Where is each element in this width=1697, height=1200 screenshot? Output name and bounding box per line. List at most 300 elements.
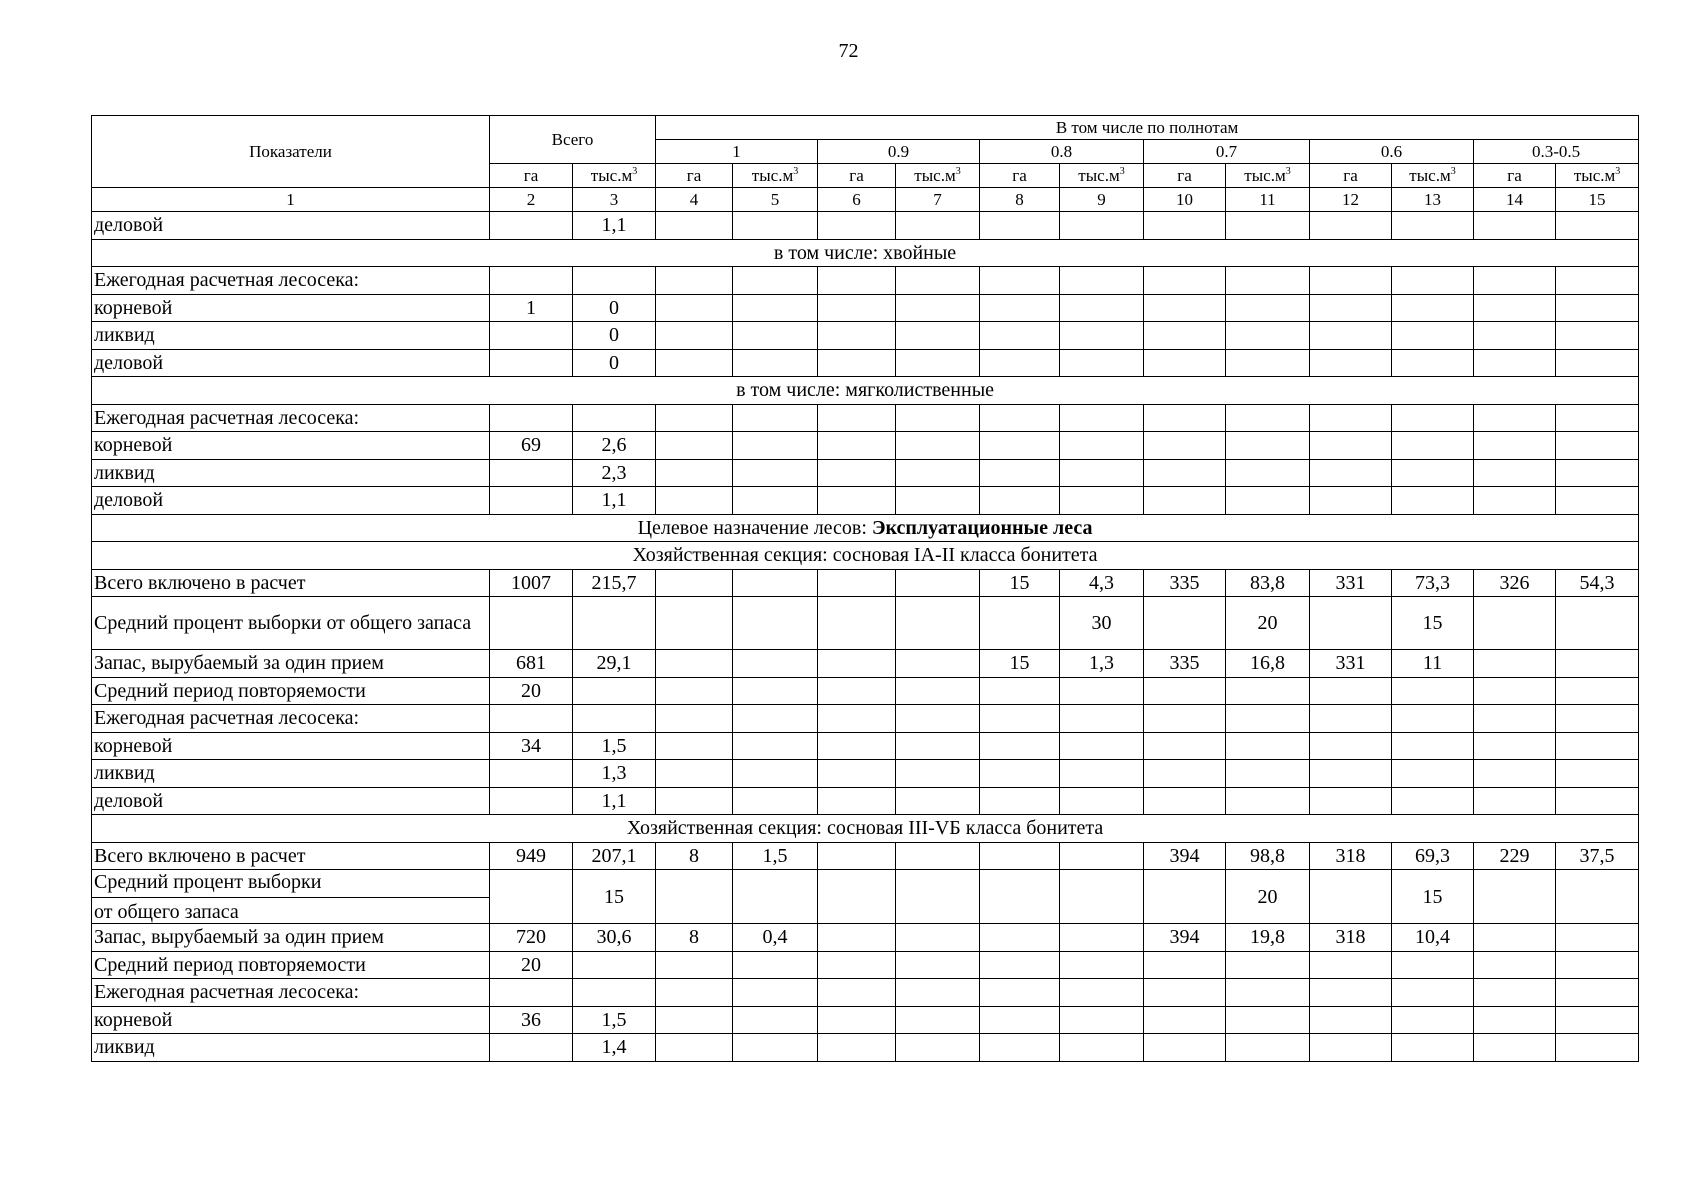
table-row [92,842,1639,870]
table-cell [818,294,896,322]
table-cell [656,951,733,979]
table-cell [1392,294,1474,322]
table-cell [1144,322,1226,350]
table-cell [818,951,896,979]
table-cell: 30 [1060,597,1144,650]
row-label: ликвид [92,322,490,350]
table-cell: 29,1 [573,650,656,678]
table-cell: 318 [1310,924,1392,952]
header-column-number: 7 [896,188,980,212]
table-cell: 720 [490,924,573,952]
table-cell [1556,732,1639,760]
header-column-number: 11 [1226,188,1310,212]
table-cell: 73,3 [1392,569,1474,597]
table-cell [656,650,733,678]
table-cell: 8 [656,842,733,870]
table-cell [1144,432,1226,460]
table-cell [1226,349,1310,377]
table-cell [490,1034,573,1062]
table-row [92,597,1639,650]
row-label: корневой [92,432,490,460]
table-cell [1226,705,1310,733]
table-cell [733,951,818,979]
table-cell [1474,322,1556,350]
table-cell [980,212,1060,240]
table-cell [1144,787,1226,815]
table-cell [896,732,980,760]
table-cell [1392,404,1474,432]
table-cell [818,1006,896,1034]
header-unit-volume-sup: 3 [1450,166,1456,177]
header-number-row [92,188,1639,212]
table-cell [490,459,573,487]
table-row [92,787,1639,815]
header-unit-volume [1392,164,1474,188]
table-cell [1474,404,1556,432]
table-cell: 4,3 [1060,569,1144,597]
table-cell [656,1034,733,1062]
table-cell [733,294,818,322]
row-label: деловой [92,212,490,240]
header-unit-ha: га [980,164,1060,188]
table-cell [818,267,896,295]
table-cell [1474,1034,1556,1062]
header-unit-volume-sup: 3 [632,166,638,177]
table-cell: 15 [573,870,656,924]
table-cell [1144,705,1226,733]
table-cell [1226,1034,1310,1062]
table-cell [1392,349,1474,377]
table-cell: 30,6 [573,924,656,952]
table-cell [1144,1006,1226,1034]
table-cell [1474,979,1556,1007]
table-cell [1556,267,1639,295]
table-cell [1144,870,1226,924]
table-row [92,322,1639,350]
table-cell [980,732,1060,760]
table-cell [1556,650,1639,678]
header-unit-volume [1060,164,1144,188]
table-cell [896,459,980,487]
section-conifers: в том числе: хвойные [92,239,1639,267]
table-cell [733,597,818,650]
header-column-number: 2 [490,188,573,212]
section-row [92,542,1639,570]
header-density: 0.7 [1144,140,1310,164]
table-cell [896,432,980,460]
table-cell: 1,3 [1060,650,1144,678]
header-column-number: 5 [733,188,818,212]
table-cell: 19,8 [1226,924,1310,952]
header-column-number: 15 [1556,188,1639,212]
table-cell [1474,487,1556,515]
table-cell [490,760,573,788]
table-cell [980,1034,1060,1062]
forest-report-table [91,115,1639,1062]
table-cell: 16,8 [1226,650,1310,678]
table-cell [1060,924,1144,952]
table-cell [980,924,1060,952]
table-cell: 83,8 [1226,569,1310,597]
table-cell [490,322,573,350]
table-cell [1474,787,1556,815]
table-cell [733,732,818,760]
table-cell [980,979,1060,1007]
table-cell [1226,677,1310,705]
table-cell [1474,732,1556,760]
table-cell [980,294,1060,322]
table-cell [818,322,896,350]
table-cell [733,760,818,788]
table-cell [980,597,1060,650]
header-by-density: В том числе по полнотам [656,116,1639,140]
table-cell [980,404,1060,432]
table-cell: 394 [1144,924,1226,952]
table-cell [1060,760,1144,788]
table-cell [1474,924,1556,952]
table-cell [1392,677,1474,705]
table-cell [1310,432,1392,460]
table-cell [1310,951,1392,979]
table-cell [896,487,980,515]
table-row [92,951,1639,979]
table-cell: 394 [1144,842,1226,870]
table-cell: 0 [573,294,656,322]
table-cell [1310,787,1392,815]
table-cell [980,842,1060,870]
header-unit-ha: га [656,164,733,188]
table-cell: 1,4 [573,1034,656,1062]
table-row [92,349,1639,377]
table-cell: 34 [490,732,573,760]
table-cell [896,322,980,350]
table-row [92,569,1639,597]
table-cell [1226,212,1310,240]
table-cell [1144,732,1226,760]
table-cell: 1,3 [573,760,656,788]
table-cell [573,404,656,432]
table-cell [573,677,656,705]
header-unit-volume-sup: 3 [1285,166,1291,177]
table-cell [896,677,980,705]
table-cell [656,432,733,460]
table-cell [1310,705,1392,733]
table-cell: 1,1 [573,212,656,240]
header-column-number: 6 [818,188,896,212]
table-cell [1060,677,1144,705]
table-cell [980,705,1060,733]
table-cell [1392,487,1474,515]
table-cell: 10,4 [1392,924,1474,952]
row-label [92,870,490,924]
table-cell [896,705,980,733]
table-cell [656,597,733,650]
header-unit-ha: га [1310,164,1392,188]
table-cell [1556,487,1639,515]
table-cell [980,677,1060,705]
header-column-number: 3 [573,188,656,212]
table-cell: 69,3 [1392,842,1474,870]
table-cell: 1 [490,294,573,322]
table-cell [656,1006,733,1034]
table-cell [1310,1034,1392,1062]
table-cell: 11 [1392,650,1474,678]
table-cell [818,212,896,240]
table-cell [490,870,573,924]
header-unit-volume-sup: 3 [1119,166,1125,177]
table-cell [1226,432,1310,460]
table-cell [1144,597,1226,650]
table-row [92,487,1639,515]
table-cell: 335 [1144,650,1226,678]
table-cell [733,677,818,705]
table-cell [1060,294,1144,322]
row-label: ликвид [92,459,490,487]
table-cell: 331 [1310,650,1392,678]
table-row [92,705,1639,733]
table-row [92,979,1639,1007]
row-label: ликвид [92,1034,490,1062]
table-cell [1226,459,1310,487]
table-cell [818,787,896,815]
table-cell [733,267,818,295]
header-unit-volume [896,164,980,188]
table-cell [1144,459,1226,487]
table-cell [896,787,980,815]
table-cell [896,212,980,240]
table-cell [818,760,896,788]
table-cell [818,1034,896,1062]
table-cell [1556,705,1639,733]
table-cell [1060,870,1144,924]
table-cell [1310,487,1392,515]
table-cell [1474,705,1556,733]
table-cell [896,597,980,650]
table-cell [733,212,818,240]
table-cell [1310,732,1392,760]
table-row [92,212,1639,240]
table-cell [1474,951,1556,979]
table-cell: 949 [490,842,573,870]
table-cell [656,294,733,322]
table-cell [733,1006,818,1034]
table-cell [1144,404,1226,432]
table-cell [1392,322,1474,350]
table-row [92,924,1639,952]
table-cell [1556,597,1639,650]
table-cell [1226,951,1310,979]
table-cell [1310,870,1392,924]
header-unit-volume-text: тыс.м [1078,166,1120,185]
table-cell [1060,432,1144,460]
table-cell [1226,787,1310,815]
header-column-number: 10 [1144,188,1226,212]
table-cell [1060,459,1144,487]
table-cell: 0 [573,349,656,377]
section-row [92,815,1639,843]
table-cell [1392,979,1474,1007]
row-label: деловой [92,787,490,815]
table-cell: 1,5 [573,1006,656,1034]
table-cell: 229 [1474,842,1556,870]
section-row [92,239,1639,267]
table-cell [1144,267,1226,295]
table-cell [818,677,896,705]
header-total: Всего [490,116,656,164]
table-cell [733,404,818,432]
table-row [92,650,1639,678]
table-cell [1474,760,1556,788]
header-unit-volume-text: тыс.м [1409,166,1451,185]
table-cell [733,787,818,815]
table-cell [1060,212,1144,240]
table-cell [1392,760,1474,788]
table-cell [980,1006,1060,1034]
table-cell [1556,322,1639,350]
table-cell [1556,951,1639,979]
table-cell: 215,7 [573,569,656,597]
table-cell [1392,732,1474,760]
header-density: 0.3-0.5 [1474,140,1639,164]
table-cell [1060,267,1144,295]
table-cell [1310,677,1392,705]
table-cell [1144,349,1226,377]
table-cell [1556,349,1639,377]
table-cell [1060,705,1144,733]
header-density: 0.8 [980,140,1144,164]
table-cell [656,349,733,377]
table-cell [1556,404,1639,432]
table-cell [1060,1006,1144,1034]
header-column-number: 1 [92,188,490,212]
table-cell [1556,924,1639,952]
row-label: Ежегодная расчетная лесосека: [92,267,490,295]
table-cell [1144,760,1226,788]
row-label: корневой [92,294,490,322]
table-cell [1474,432,1556,460]
table-cell [1060,951,1144,979]
table-row [92,677,1639,705]
table-cell [1392,1034,1474,1062]
table-cell [1392,267,1474,295]
table-cell [490,487,573,515]
table-cell [656,487,733,515]
table-cell [1310,267,1392,295]
header-unit-volume [1556,164,1639,188]
table-cell [980,951,1060,979]
row-label: Ежегодная расчетная лесосека: [92,979,490,1007]
table-cell: 98,8 [1226,842,1310,870]
table-cell [1226,1006,1310,1034]
header-unit-volume-text: тыс.м [914,166,956,185]
header-unit-volume-sup: 3 [1615,166,1621,177]
section-softwood: в том числе: мягколиственные [92,377,1639,405]
table-cell: 2,3 [573,459,656,487]
header-column-number: 4 [656,188,733,212]
table-cell [896,870,980,924]
table-cell [573,951,656,979]
table-cell [1144,294,1226,322]
header-unit-volume [733,164,818,188]
table-cell [1060,842,1144,870]
table-cell [573,597,656,650]
table-row [92,404,1639,432]
table-cell [818,924,896,952]
table-cell [818,597,896,650]
table-cell [1226,294,1310,322]
table-cell [1556,979,1639,1007]
table-cell [980,349,1060,377]
table-cell [1474,677,1556,705]
header-column-number: 14 [1474,188,1556,212]
row-label: корневой [92,732,490,760]
table-cell [1556,870,1639,924]
header-unit-ha: га [490,164,573,188]
table-cell [818,404,896,432]
table-cell [1060,1034,1144,1062]
table-row [92,459,1639,487]
table-cell [1226,732,1310,760]
table-cell [1226,487,1310,515]
table-cell: 20 [1226,870,1310,924]
table-cell [1226,322,1310,350]
table-cell [490,404,573,432]
table-cell [1226,404,1310,432]
table-cell [1144,1034,1226,1062]
row-label: Всего включено в расчет [92,569,490,597]
table-cell: 15 [980,569,1060,597]
header-density: 0.9 [818,140,980,164]
table-row [92,432,1639,460]
table-cell [818,432,896,460]
table-cell: 15 [1392,870,1474,924]
table-cell: 20 [490,677,573,705]
table-cell [896,924,980,952]
section-economic-1: Хозяйственная секция: сосновая IA-II класса бонитета [92,542,1639,570]
table-cell [656,760,733,788]
table-cell: 1,5 [733,842,818,870]
table-cell [1474,459,1556,487]
table-cell [980,322,1060,350]
table-cell [1144,212,1226,240]
table-cell [896,1006,980,1034]
table-cell: 20 [490,951,573,979]
table-cell [1474,597,1556,650]
section-purpose [92,514,1639,542]
table-cell [896,979,980,1007]
row-label-line-1: Средний процент выборки [94,871,322,893]
row-label-line-2: от общего запаса [94,901,239,923]
table-cell: 1,5 [573,732,656,760]
table-cell [656,732,733,760]
header-column-number: 12 [1310,188,1392,212]
table-cell [980,459,1060,487]
row-label: Всего включено в расчет [92,842,490,870]
table-cell: 1,1 [573,787,656,815]
row-label: Средний период повторяемости [92,677,490,705]
table-cell [1310,459,1392,487]
table-cell [818,569,896,597]
header-unit-ha: га [818,164,896,188]
table-cell [1144,979,1226,1007]
table-cell [980,870,1060,924]
table-cell [490,212,573,240]
table-cell [733,705,818,733]
table-cell: 335 [1144,569,1226,597]
table-cell [896,404,980,432]
table-cell [656,705,733,733]
header-unit-volume-text: тыс.м [751,166,794,185]
